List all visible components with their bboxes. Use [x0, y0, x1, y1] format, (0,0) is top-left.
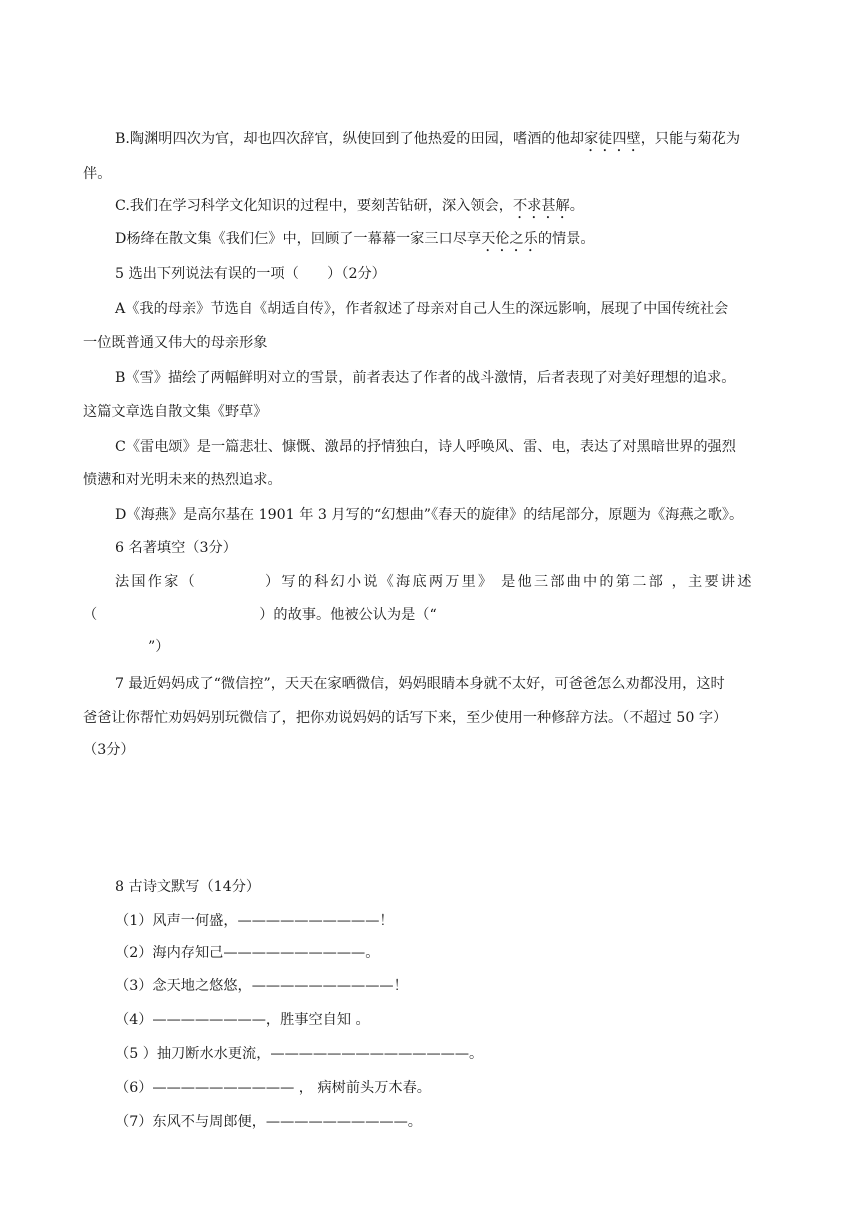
- q5-stem: 5 选出下列说法有误的一项（ ）（2分）: [115, 266, 386, 282]
- q5-option-c-line1: C《雷电颂》是一篇悲壮、慷慨、激昂的抒情独白，诗人呼唤风、雷、电，表达了对黑暗世界的强烈: [115, 439, 736, 455]
- q7-line1: 7 最近妈妈成了“微信控”，天天在家晒微信，妈妈眼睛本身就不太好，可爸爸怎么劝都没用，这时: [115, 676, 725, 692]
- q6-line1-start: 法国作家（: [115, 574, 197, 590]
- q4-option-d-text: D杨绛在散文集《我们仨》中，回顾了一幕幕一家三口尽享: [115, 231, 482, 247]
- q4-option-b-text: B.陶渊明四次为官，却也四次辞官，纵使回到了他热爱的田园，嗜酒的他却: [115, 131, 584, 147]
- q4-option-b-dotted-idiom: 家徒四壁: [583, 131, 641, 147]
- q5-option-b-line2: 这篇文章选自散文集《野草》: [83, 404, 268, 420]
- q6-line2-start: （: [83, 607, 98, 623]
- q4-option-b-text-end: ，只能与菊花为: [640, 131, 741, 147]
- q4-option-d-text-end: 的情景。: [537, 231, 595, 247]
- q6-line2-end: ）的故事。他被公认为是（“: [259, 607, 437, 623]
- q4-option-b: [115, 129, 740, 155]
- q8-item-5: （5 ）抽刀断水水更流，——————————————。: [115, 1046, 484, 1062]
- q5-option-b-line1: B《雪》描绘了两幅鲜明对立的雪景，前者表达了作者的战斗激情，后者表现了对美好理想的追求。: [115, 370, 736, 386]
- q4-option-c-dotted-idiom: 不求甚解: [512, 198, 570, 214]
- q6-line1: [115, 572, 754, 592]
- q4-option-c-text: C.我们在学习科学文化知识的过程中，要刻苦钻研，深入领会，: [115, 198, 513, 214]
- q8-item-1: （1）风声一何盛，——————————！: [115, 913, 394, 929]
- q6-stem: 6 名著填空（3分）: [115, 540, 237, 556]
- q6-line3: ”）: [148, 639, 170, 655]
- q8-item-4: （4）————————，胜事空自知 。: [115, 1012, 370, 1028]
- q7-line3: （3分）: [83, 742, 135, 758]
- q4-option-c: [115, 196, 584, 222]
- q8-item-6: （6）—————————— ， 病树前头万木春。: [115, 1080, 431, 1096]
- q4-option-b-continued: 伴。: [83, 166, 112, 182]
- q8-item-2: （2）海内存知己——————————。: [115, 945, 380, 961]
- q5-option-a-line2: 一位既普通又伟大的母亲形象: [83, 335, 268, 351]
- q8-item-7: （7）东风不与周郎便，——————————。: [115, 1114, 422, 1130]
- q5-option-c-line2: 愤懑和对光明未来的热烈追求。: [83, 472, 282, 488]
- q4-option-d: [115, 229, 595, 255]
- q4-option-c-text-end: 。: [569, 198, 584, 214]
- q5-option-a-line1: A《我的母亲》节选自《胡适自传》，作者叙述了母亲对自己人生的深远影响，展现了中国传统社会: [115, 301, 729, 317]
- q6-line2: [83, 605, 437, 625]
- q5-option-d: D《海燕》是高尔基在 1901 年 3 月写的“幻想曲”《春天的旋律》的结尾部分，原题为《海燕之歌》。: [115, 507, 744, 523]
- q8-item-3: （3）念天地之悠悠，——————————！: [115, 978, 408, 994]
- q6-line1-end: ）写的科幻小说《海底两万里》 是他三部曲中的第二部 ，主要讲述: [264, 574, 754, 590]
- q7-line2: 爸爸让你帮忙劝妈妈别玩微信了，把你劝说妈妈的话写下来，至少使用一种修辞方法。（不超过 50 字）: [83, 710, 728, 726]
- q4-option-d-dotted-idiom: 天伦之乐: [481, 231, 538, 247]
- q8-stem: 8 古诗文默写（14分）: [115, 879, 261, 895]
